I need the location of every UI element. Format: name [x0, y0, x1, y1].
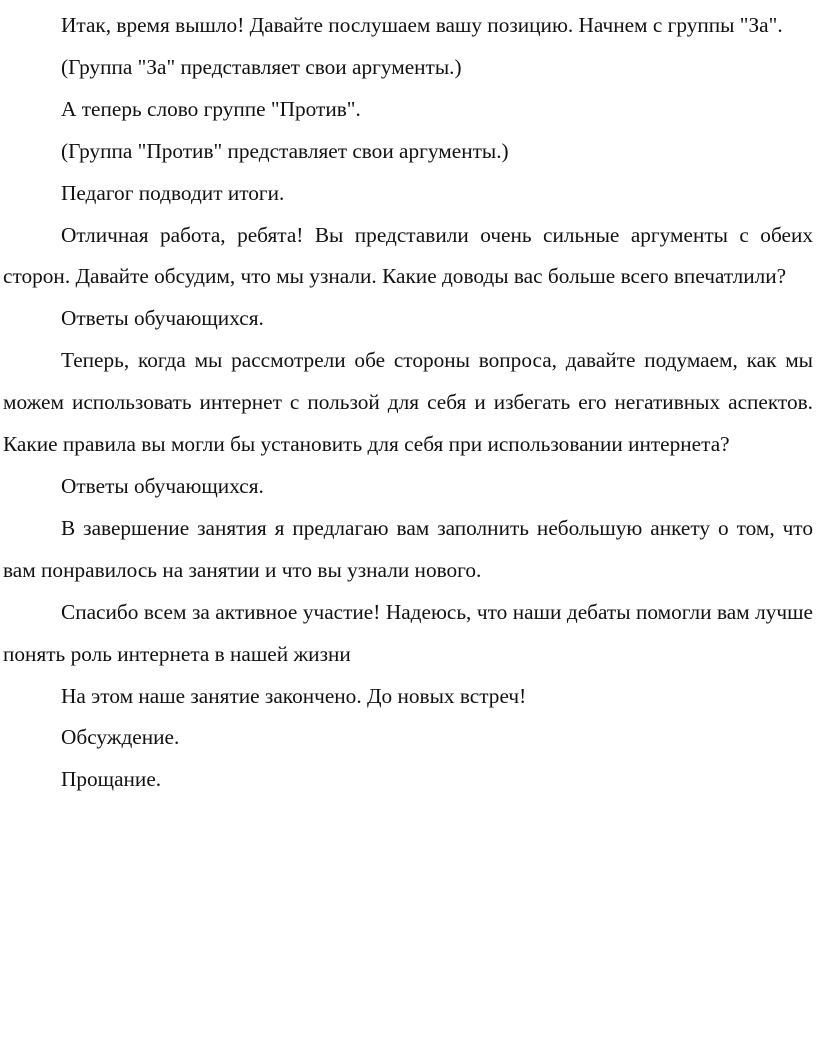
- paragraph-teacher-summary: Педагог подводит итоги.: [61, 180, 285, 205]
- paragraph-discussion: Обсуждение.: [61, 725, 180, 750]
- paragraph-group-against-note: (Группа "Против" представляет свои аргументы.): [61, 138, 509, 163]
- paragraph-opening: Итак, время вышло! Давайте послушаем вашу позицию. Начнем с группы "За".: [61, 13, 783, 37]
- paragraph-survey: В завершение занятия я предлагаю вам заполнить небольшую анкету о том, что вам понравилось на занятии и что вы узнали нового.: [3, 515, 813, 582]
- paragraph-thanks: Спасибо всем за активное участие! Надеюсь, что наши дебаты помогли вам лучше понять роль интернета в нашей жизни: [3, 599, 813, 666]
- paragraph-praise: Отличная работа, ребята! Вы представили очень сильные аргументы с обеих сторон. Давайте обсудим, что мы узнали. Какие доводы вас больше всего впечатлили?: [3, 222, 813, 289]
- paragraph-farewell: Прощание.: [61, 767, 162, 792]
- paragraph-group-for-note: (Группа "За" представляет свои аргументы.): [61, 54, 462, 79]
- paragraph-student-answers-2: Ответы обучающихся.: [61, 473, 264, 498]
- paragraph-closing: На этом наше занятие закончено. До новых встреч!: [61, 683, 527, 708]
- paragraph-internet-rules: Теперь, когда мы рассмотрели обе стороны вопроса, давайте подумаем, как мы можем использовать интернет с пользой для себя и избегать его негативных аспектов. Какие правила вы могли бы установить для себя при использовании интернета?: [3, 348, 813, 457]
- paragraph-student-answers-1: Ответы обучающихся.: [61, 306, 264, 331]
- paragraph-group-against-call: А теперь слово группе "Против".: [61, 96, 361, 121]
